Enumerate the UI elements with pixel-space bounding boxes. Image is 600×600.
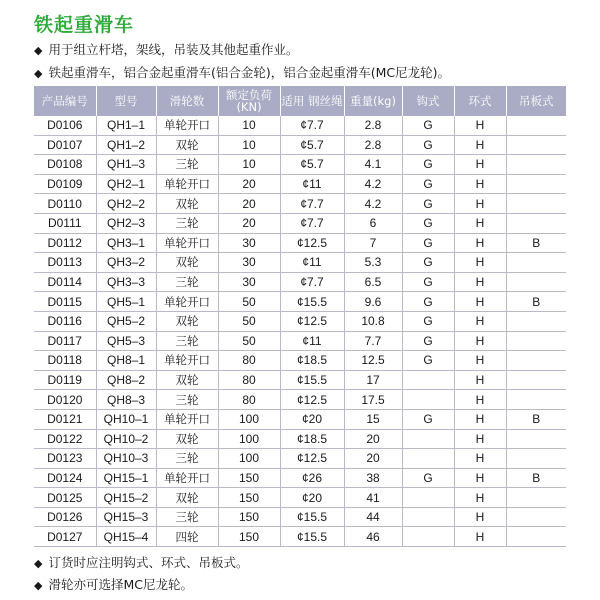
cell-ring-type: H — [454, 135, 506, 155]
cell-plate-type — [506, 311, 566, 331]
cell-product-code: D0119 — [34, 370, 96, 390]
cell-ring-type: H — [454, 194, 506, 214]
cell-rated-load: 30 — [218, 233, 280, 253]
cell-hook-type: G — [402, 409, 454, 429]
cell-product-code: D0118 — [34, 351, 96, 371]
cell-weight: 6.5 — [344, 272, 402, 292]
cell-model: QH15–1 — [96, 468, 156, 488]
cell-model: QH2–3 — [96, 213, 156, 233]
cell-rated-load: 100 — [218, 429, 280, 449]
cell-hook-type: G — [402, 311, 454, 331]
cell-rated-load: 30 — [218, 253, 280, 273]
cell-rated-load: 100 — [218, 449, 280, 469]
table-row — [34, 351, 566, 371]
cell-rated-load: 20 — [218, 174, 280, 194]
cell-weight: 38 — [344, 468, 402, 488]
cell-pulley-count: 单轮开口 — [156, 233, 218, 253]
table-row — [34, 311, 566, 331]
cell-plate-type: B — [506, 292, 566, 312]
cell-wire-rope: ¢7.7 — [280, 194, 344, 214]
cell-product-code: D0122 — [34, 429, 96, 449]
cell-plate-type: B — [506, 233, 566, 253]
note-nylon — [34, 575, 193, 593]
cell-model: QH1–1 — [96, 116, 156, 135]
cell-hook-type — [402, 449, 454, 469]
cell-product-code: D0120 — [34, 390, 96, 410]
cell-pulley-count: 双轮 — [156, 370, 218, 390]
cell-wire-rope: ¢12.5 — [280, 233, 344, 253]
cell-model: QH8–3 — [96, 390, 156, 410]
cell-ring-type: H — [454, 488, 506, 508]
cell-wire-rope: ¢20 — [280, 409, 344, 429]
cell-model: QH2–2 — [96, 194, 156, 214]
note-usage-text: 用于组立杆塔，架线，吊装及其他起重作业。 — [48, 42, 299, 57]
cell-pulley-count: 单轮开口 — [156, 351, 218, 371]
cell-pulley-count: 单轮开口 — [156, 116, 218, 135]
cell-product-code: D0113 — [34, 253, 96, 273]
cell-weight: 10.8 — [344, 311, 402, 331]
table-row — [34, 135, 566, 155]
note-ordering-text: 订货时应注明钩式、环式、吊板式。 — [48, 555, 249, 570]
cell-rated-load: 30 — [218, 272, 280, 292]
cell-weight: 46 — [344, 527, 402, 547]
cell-weight: 44 — [344, 507, 402, 527]
cell-wire-rope: ¢7.7 — [280, 213, 344, 233]
bullet-icon: ◆ — [34, 67, 43, 80]
cell-ring-type: H — [454, 527, 506, 547]
table-row — [34, 292, 566, 312]
table-row — [34, 213, 566, 233]
cell-product-code: D0116 — [34, 311, 96, 331]
cell-wire-rope: ¢12.5 — [280, 311, 344, 331]
cell-hook-type — [402, 488, 454, 508]
cell-pulley-count: 三轮 — [156, 155, 218, 175]
cell-plate-type: B — [506, 409, 566, 429]
cell-hook-type: G — [402, 272, 454, 292]
cell-pulley-count: 三轮 — [156, 272, 218, 292]
cell-rated-load: 10 — [218, 155, 280, 175]
cell-rated-load: 50 — [218, 292, 280, 312]
cell-ring-type: H — [454, 174, 506, 194]
cell-weight: 7.7 — [344, 331, 402, 351]
cell-plate-type — [506, 213, 566, 233]
cell-model: QH2–1 — [96, 174, 156, 194]
cell-ring-type: H — [454, 449, 506, 469]
table-row — [34, 174, 566, 194]
bullet-icon: ◆ — [34, 579, 43, 592]
cell-hook-type — [402, 527, 454, 547]
table-row — [34, 429, 566, 449]
cell-weight: 20 — [344, 429, 402, 449]
cell-rated-load: 50 — [218, 331, 280, 351]
table-row — [34, 468, 566, 488]
cell-pulley-count: 单轮开口 — [156, 174, 218, 194]
cell-product-code: D0110 — [34, 194, 96, 214]
cell-hook-type — [402, 390, 454, 410]
cell-product-code: D0124 — [34, 468, 96, 488]
cell-product-code: D0125 — [34, 488, 96, 508]
cell-wire-rope: ¢5.7 — [280, 155, 344, 175]
table-row — [34, 272, 566, 292]
cell-weight: 4.2 — [344, 174, 402, 194]
cell-hook-type — [402, 370, 454, 390]
cell-ring-type: H — [454, 292, 506, 312]
table-header-row — [34, 86, 566, 116]
cell-weight: 4.1 — [344, 155, 402, 175]
header-weight: 重量(kg) — [344, 86, 402, 116]
cell-weight: 15 — [344, 409, 402, 429]
cell-wire-rope: ¢15.5 — [280, 370, 344, 390]
cell-hook-type: G — [402, 468, 454, 488]
cell-ring-type: H — [454, 468, 506, 488]
cell-product-code: D0126 — [34, 507, 96, 527]
cell-plate-type — [506, 174, 566, 194]
cell-hook-type: G — [402, 155, 454, 175]
cell-wire-rope: ¢12.5 — [280, 449, 344, 469]
header-wire-rope: 适用 钢丝绳 — [280, 86, 344, 116]
cell-hook-type: G — [402, 253, 454, 273]
cell-pulley-count: 三轮 — [156, 331, 218, 351]
cell-ring-type: H — [454, 331, 506, 351]
cell-model: QH5–1 — [96, 292, 156, 312]
cell-pulley-count: 三轮 — [156, 507, 218, 527]
cell-wire-rope: ¢11 — [280, 253, 344, 273]
table-row — [34, 409, 566, 429]
cell-product-code: D0107 — [34, 135, 96, 155]
cell-plate-type — [506, 527, 566, 547]
cell-ring-type: H — [454, 390, 506, 410]
cell-plate-type — [506, 370, 566, 390]
cell-pulley-count: 三轮 — [156, 449, 218, 469]
cell-model: QH15–4 — [96, 527, 156, 547]
cell-rated-load: 10 — [218, 116, 280, 135]
cell-model: QH8–1 — [96, 351, 156, 371]
header-ring-type: 环式 — [454, 86, 506, 116]
table-row — [34, 449, 566, 469]
cell-plate-type — [506, 429, 566, 449]
header-product-code: 产品编号 — [34, 86, 96, 116]
note-nylon-text: 滑轮亦可选择MC尼龙轮。 — [48, 577, 193, 592]
cell-wire-rope: ¢18.5 — [280, 429, 344, 449]
table-row — [34, 155, 566, 175]
table-row — [34, 253, 566, 273]
cell-weight: 6 — [344, 213, 402, 233]
cell-pulley-count: 双轮 — [156, 429, 218, 449]
cell-ring-type: H — [454, 272, 506, 292]
cell-weight: 9.6 — [344, 292, 402, 312]
table-row — [34, 331, 566, 351]
cell-plate-type — [506, 488, 566, 508]
cell-wire-rope: ¢7.7 — [280, 116, 344, 135]
cell-weight: 20 — [344, 449, 402, 469]
header-model: 型号 — [96, 86, 156, 116]
cell-weight: 5.3 — [344, 253, 402, 273]
cell-weight: 4.2 — [344, 194, 402, 214]
table-row — [34, 233, 566, 253]
cell-rated-load: 50 — [218, 311, 280, 331]
cell-model: QH1–3 — [96, 155, 156, 175]
cell-plate-type — [506, 390, 566, 410]
cell-ring-type: H — [454, 253, 506, 273]
cell-product-code: D0112 — [34, 233, 96, 253]
cell-pulley-count: 单轮开口 — [156, 468, 218, 488]
cell-weight: 2.8 — [344, 135, 402, 155]
cell-wire-rope: ¢15.5 — [280, 527, 344, 547]
cell-wire-rope: ¢11 — [280, 174, 344, 194]
cell-weight: 12.5 — [344, 351, 402, 371]
cell-plate-type — [506, 135, 566, 155]
cell-plate-type — [506, 194, 566, 214]
cell-plate-type — [506, 449, 566, 469]
cell-ring-type: H — [454, 351, 506, 371]
cell-ring-type: H — [454, 233, 506, 253]
cell-wire-rope: ¢5.7 — [280, 135, 344, 155]
cell-plate-type — [506, 507, 566, 527]
cell-model: QH3–3 — [96, 272, 156, 292]
bullet-icon: ◆ — [34, 44, 43, 57]
cell-wire-rope: ¢12.5 — [280, 390, 344, 410]
cell-rated-load: 100 — [218, 409, 280, 429]
cell-weight: 17 — [344, 370, 402, 390]
cell-product-code: D0106 — [34, 116, 96, 135]
cell-ring-type: H — [454, 213, 506, 233]
cell-weight: 7 — [344, 233, 402, 253]
cell-rated-load: 150 — [218, 488, 280, 508]
cell-product-code: D0111 — [34, 213, 96, 233]
cell-hook-type: G — [402, 292, 454, 312]
table-row — [34, 527, 566, 547]
table-row — [34, 390, 566, 410]
table-row — [34, 507, 566, 527]
note-types-text: 铁起重滑车，铝合金起重滑车(铝合金轮)，铝合金起重滑车(MC尼龙轮)。 — [48, 65, 450, 80]
cell-weight: 41 — [344, 488, 402, 508]
cell-ring-type: H — [454, 155, 506, 175]
table-row — [34, 116, 566, 135]
cell-product-code: D0117 — [34, 331, 96, 351]
header-pulley-count: 滑轮数 — [156, 86, 218, 116]
cell-model: QH3–1 — [96, 233, 156, 253]
cell-wire-rope: ¢15.5 — [280, 292, 344, 312]
cell-model: QH8–2 — [96, 370, 156, 390]
cell-plate-type — [506, 155, 566, 175]
cell-model: QH5–2 — [96, 311, 156, 331]
cell-pulley-count: 三轮 — [156, 390, 218, 410]
cell-rated-load: 80 — [218, 370, 280, 390]
cell-pulley-count: 双轮 — [156, 488, 218, 508]
cell-model: QH3–2 — [96, 253, 156, 273]
cell-hook-type: G — [402, 233, 454, 253]
cell-hook-type: G — [402, 213, 454, 233]
header-plate-type: 吊板式 — [506, 86, 566, 116]
cell-model: QH10–1 — [96, 409, 156, 429]
cell-hook-type: G — [402, 351, 454, 371]
cell-product-code: D0127 — [34, 527, 96, 547]
cell-product-code: D0108 — [34, 155, 96, 175]
cell-ring-type: H — [454, 507, 506, 527]
cell-ring-type: H — [454, 116, 506, 135]
cell-model: QH15–3 — [96, 507, 156, 527]
cell-plate-type — [506, 272, 566, 292]
cell-wire-rope: ¢11 — [280, 331, 344, 351]
cell-hook-type: G — [402, 194, 454, 214]
cell-pulley-count: 单轮开口 — [156, 292, 218, 312]
cell-model: QH15–2 — [96, 488, 156, 508]
cell-hook-type — [402, 507, 454, 527]
cell-model: QH5–3 — [96, 331, 156, 351]
cell-rated-load: 150 — [218, 527, 280, 547]
header-rated-load: 额定负荷 (KN) — [218, 86, 280, 116]
cell-pulley-count: 双轮 — [156, 194, 218, 214]
bullet-icon: ◆ — [34, 557, 43, 570]
cell-hook-type: G — [402, 174, 454, 194]
cell-plate-type — [506, 351, 566, 371]
table-row — [34, 488, 566, 508]
cell-wire-rope: ¢26 — [280, 468, 344, 488]
cell-ring-type: H — [454, 409, 506, 429]
note-usage — [34, 40, 298, 58]
page-title: 铁起重滑车 — [34, 14, 135, 36]
cell-ring-type: H — [454, 370, 506, 390]
cell-plate-type: B — [506, 468, 566, 488]
cell-wire-rope: ¢15.5 — [280, 507, 344, 527]
cell-pulley-count: 四轮 — [156, 527, 218, 547]
cell-product-code: D0115 — [34, 292, 96, 312]
cell-wire-rope: ¢7.7 — [280, 272, 344, 292]
cell-hook-type: G — [402, 116, 454, 135]
cell-product-code: D0114 — [34, 272, 96, 292]
cell-rated-load: 20 — [218, 213, 280, 233]
cell-rated-load: 10 — [218, 135, 280, 155]
cell-model: QH10–2 — [96, 429, 156, 449]
cell-product-code: D0121 — [34, 409, 96, 429]
cell-hook-type: G — [402, 135, 454, 155]
cell-hook-type: G — [402, 331, 454, 351]
cell-pulley-count: 单轮开口 — [156, 409, 218, 429]
cell-model: QH10–3 — [96, 449, 156, 469]
cell-pulley-count: 三轮 — [156, 213, 218, 233]
header-hook-type: 钩式 — [402, 86, 454, 116]
cell-rated-load: 80 — [218, 390, 280, 410]
cell-plate-type — [506, 253, 566, 273]
cell-wire-rope: ¢20 — [280, 488, 344, 508]
cell-model: QH1–2 — [96, 135, 156, 155]
note-ordering — [34, 553, 248, 571]
cell-hook-type — [402, 429, 454, 449]
cell-rated-load: 150 — [218, 468, 280, 488]
cell-rated-load: 150 — [218, 507, 280, 527]
cell-product-code: D0109 — [34, 174, 96, 194]
cell-ring-type: H — [454, 429, 506, 449]
cell-pulley-count: 双轮 — [156, 135, 218, 155]
cell-pulley-count: 双轮 — [156, 311, 218, 331]
cell-product-code: D0123 — [34, 449, 96, 469]
table-row — [34, 370, 566, 390]
cell-wire-rope: ¢18.5 — [280, 351, 344, 371]
table-row — [34, 194, 566, 214]
spec-table — [34, 86, 566, 547]
cell-ring-type: H — [454, 311, 506, 331]
cell-weight: 17.5 — [344, 390, 402, 410]
cell-rated-load: 20 — [218, 194, 280, 214]
note-types — [34, 63, 450, 81]
cell-weight: 2.8 — [344, 116, 402, 135]
cell-plate-type — [506, 116, 566, 135]
cell-pulley-count: 双轮 — [156, 253, 218, 273]
cell-rated-load: 80 — [218, 351, 280, 371]
cell-plate-type — [506, 331, 566, 351]
